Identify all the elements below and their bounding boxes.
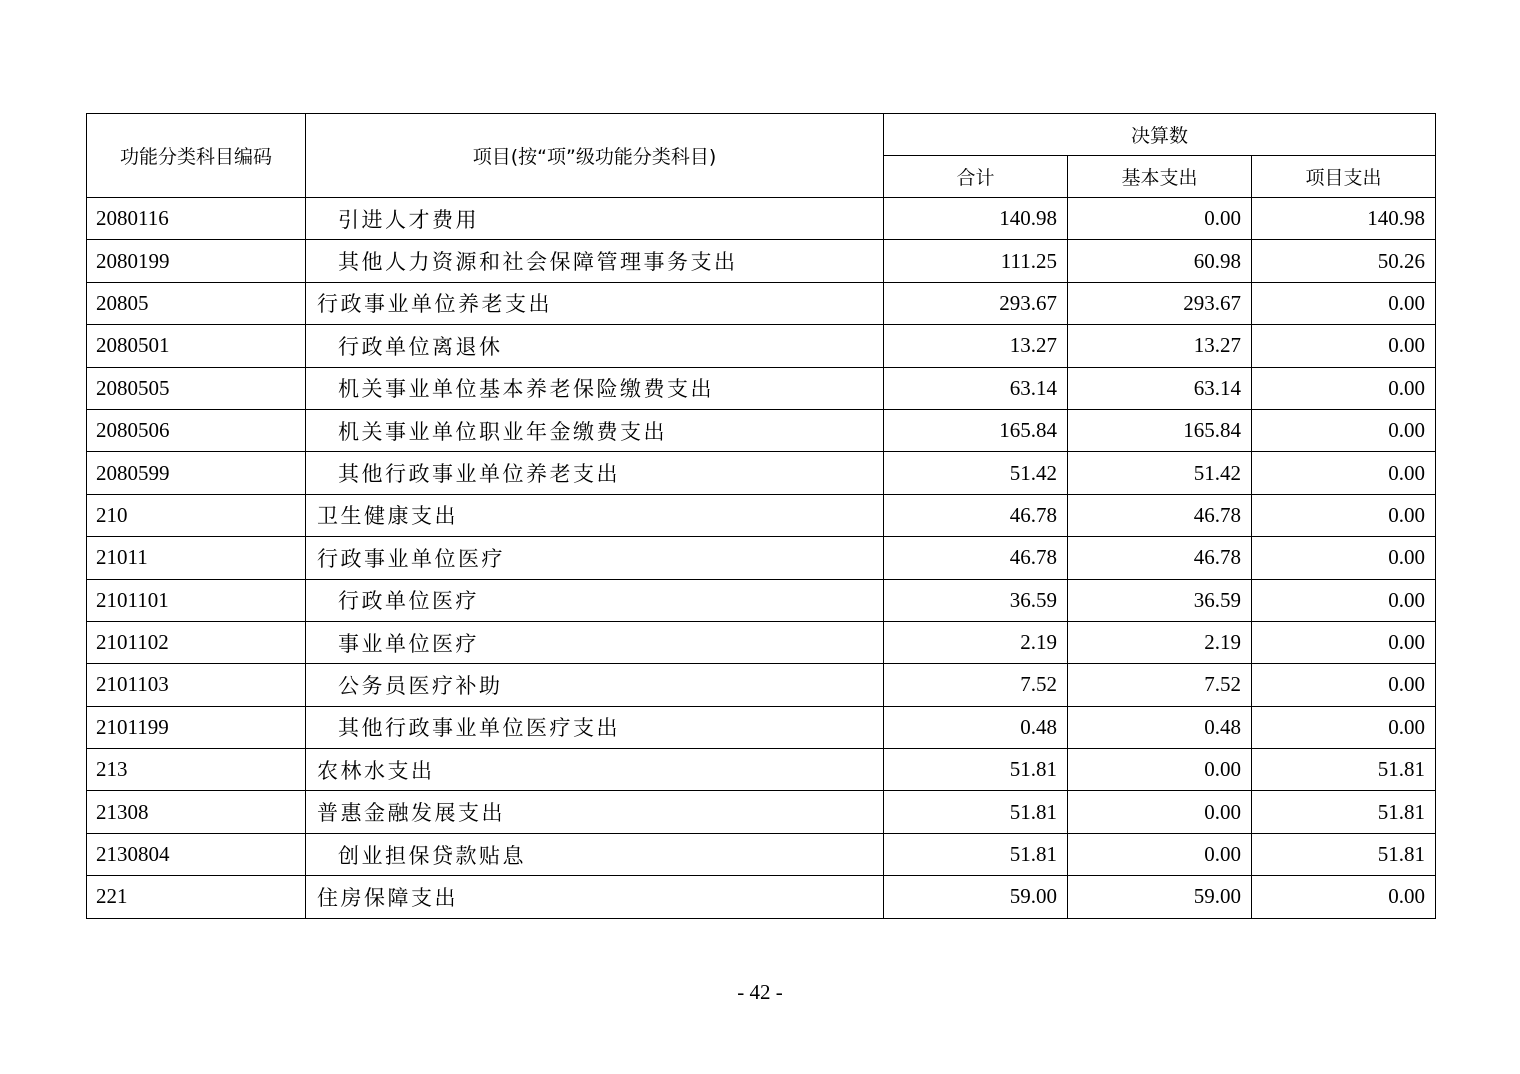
table-row (87, 494, 1436, 536)
row-code: 2080506 (87, 409, 306, 451)
row-code: 2101101 (87, 579, 306, 621)
row-total: 51.42 (884, 452, 1068, 494)
table-row (87, 282, 1436, 324)
row-code: 21011 (87, 537, 306, 579)
table-row (87, 240, 1436, 282)
row-total: 140.98 (884, 198, 1068, 240)
budget-table-container (86, 113, 1435, 919)
row-project: 0.00 (1252, 621, 1436, 663)
page-number: - 42 - (737, 980, 783, 1004)
row-item-name: 公务员医疗补助 (306, 664, 884, 706)
table-row (87, 876, 1436, 918)
row-item-name: 其他人力资源和社会保障管理事务支出 (306, 240, 884, 282)
row-item-name: 机关事业单位职业年金缴费支出 (306, 409, 884, 451)
row-code: 2080505 (87, 367, 306, 409)
header-basic: 基本支出 (1068, 156, 1252, 198)
row-project: 51.81 (1252, 749, 1436, 791)
row-project: 0.00 (1252, 876, 1436, 918)
table-row (87, 537, 1436, 579)
row-code: 2080501 (87, 325, 306, 367)
row-project: 0.00 (1252, 537, 1436, 579)
row-total: 13.27 (884, 325, 1068, 367)
row-basic: 0.48 (1068, 706, 1252, 748)
row-item-name: 普惠金融发展支出 (306, 791, 884, 833)
row-basic: 51.42 (1068, 452, 1252, 494)
row-basic: 60.98 (1068, 240, 1252, 282)
row-total: 51.81 (884, 749, 1068, 791)
header-total: 合计 (884, 156, 1068, 198)
budget-table (86, 113, 1436, 919)
row-total: 59.00 (884, 876, 1068, 918)
row-project: 0.00 (1252, 367, 1436, 409)
row-basic: 0.00 (1068, 198, 1252, 240)
row-project: 51.81 (1252, 833, 1436, 875)
table-row (87, 579, 1436, 621)
row-basic: 293.67 (1068, 282, 1252, 324)
table-row (87, 749, 1436, 791)
row-total: 2.19 (884, 621, 1068, 663)
row-basic: 165.84 (1068, 409, 1252, 451)
header-code: 功能分类科目编码 (87, 114, 306, 198)
table-row (87, 452, 1436, 494)
row-item-name: 行政事业单位医疗 (306, 537, 884, 579)
row-total: 46.78 (884, 537, 1068, 579)
row-item-name: 住房保障支出 (306, 876, 884, 918)
row-code: 2130804 (87, 833, 306, 875)
row-basic: 13.27 (1068, 325, 1252, 367)
row-total: 51.81 (884, 791, 1068, 833)
table-row (87, 325, 1436, 367)
row-basic: 46.78 (1068, 537, 1252, 579)
row-basic: 7.52 (1068, 664, 1252, 706)
header-item: 项目(按“项”级功能分类科目) (306, 114, 884, 198)
row-basic: 0.00 (1068, 833, 1252, 875)
row-project: 0.00 (1252, 579, 1436, 621)
row-project: 0.00 (1252, 664, 1436, 706)
row-total: 63.14 (884, 367, 1068, 409)
row-project: 0.00 (1252, 409, 1436, 451)
table-row (87, 621, 1436, 663)
row-basic: 2.19 (1068, 621, 1252, 663)
row-total: 51.81 (884, 833, 1068, 875)
row-item-name: 农林水支出 (306, 749, 884, 791)
row-project: 0.00 (1252, 452, 1436, 494)
row-code: 213 (87, 749, 306, 791)
row-item-name: 引进人才费用 (306, 198, 884, 240)
row-project: 0.00 (1252, 494, 1436, 536)
row-total: 165.84 (884, 409, 1068, 451)
row-item-name: 事业单位医疗 (306, 621, 884, 663)
row-code: 2080116 (87, 198, 306, 240)
row-basic: 46.78 (1068, 494, 1252, 536)
row-basic: 0.00 (1068, 749, 1252, 791)
row-basic: 0.00 (1068, 791, 1252, 833)
row-code: 2101199 (87, 706, 306, 748)
row-code: 21308 (87, 791, 306, 833)
row-total: 0.48 (884, 706, 1068, 748)
row-code: 2080199 (87, 240, 306, 282)
row-basic: 63.14 (1068, 367, 1252, 409)
row-item-name: 行政事业单位养老支出 (306, 282, 884, 324)
table-row (87, 198, 1436, 240)
row-item-name: 其他行政事业单位养老支出 (306, 452, 884, 494)
table-row (87, 664, 1436, 706)
row-item-name: 行政单位离退休 (306, 325, 884, 367)
table-header (87, 114, 1436, 198)
row-basic: 59.00 (1068, 876, 1252, 918)
row-total: 36.59 (884, 579, 1068, 621)
row-basic: 36.59 (1068, 579, 1252, 621)
row-total: 111.25 (884, 240, 1068, 282)
table-row (87, 409, 1436, 451)
row-code: 221 (87, 876, 306, 918)
row-code: 2101103 (87, 664, 306, 706)
row-item-name: 创业担保贷款贴息 (306, 833, 884, 875)
row-code: 2101102 (87, 621, 306, 663)
row-project: 140.98 (1252, 198, 1436, 240)
row-project: 51.81 (1252, 791, 1436, 833)
row-project: 0.00 (1252, 706, 1436, 748)
row-total: 7.52 (884, 664, 1068, 706)
row-item-name: 卫生健康支出 (306, 494, 884, 536)
table-body (87, 198, 1436, 919)
row-item-name: 行政单位医疗 (306, 579, 884, 621)
row-total: 293.67 (884, 282, 1068, 324)
header-project: 项目支出 (1252, 156, 1436, 198)
row-code: 2080599 (87, 452, 306, 494)
table-row (87, 791, 1436, 833)
row-total: 46.78 (884, 494, 1068, 536)
header-final-accounts: 决算数 (884, 114, 1436, 156)
table-row (87, 706, 1436, 748)
table-row (87, 367, 1436, 409)
row-project: 0.00 (1252, 282, 1436, 324)
row-code: 20805 (87, 282, 306, 324)
row-project: 50.26 (1252, 240, 1436, 282)
row-item-name: 机关事业单位基本养老保险缴费支出 (306, 367, 884, 409)
row-code: 210 (87, 494, 306, 536)
row-project: 0.00 (1252, 325, 1436, 367)
row-item-name: 其他行政事业单位医疗支出 (306, 706, 884, 748)
table-row (87, 833, 1436, 875)
